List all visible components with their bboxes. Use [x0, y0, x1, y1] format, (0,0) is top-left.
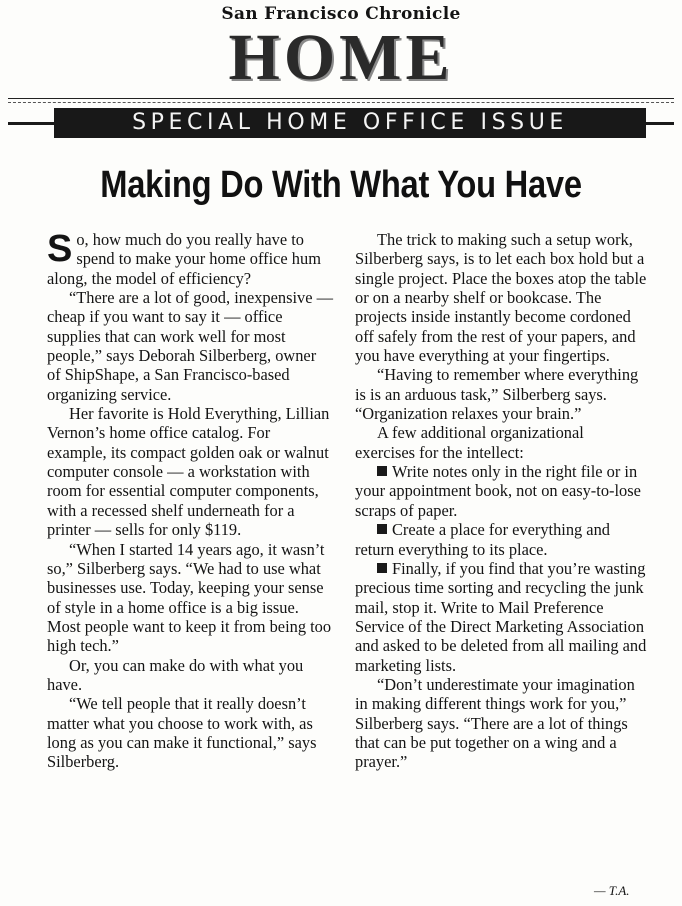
masthead-rule — [8, 98, 674, 99]
paragraph: Her favorite is Hold Everything, Lillian Vernon’s home office catalog. For example, its compact golden oak or walnut computer console — a workstation with room for essential computer components, with a recessed shelf underneath for a printer — sells for only $119. — [47, 404, 330, 540]
paragraph: So, how much do you really have to spend to make your home office hum along, the model of efficiency? — [47, 228, 321, 288]
paragraph: “Having to remember where everything is is an arduous task,” Silberberg says. “Organization relaxes your brain.” — [355, 365, 639, 424]
byline: — T.A. — [594, 883, 630, 898]
banner-text: SPECIAL HOME OFFICE ISSUE — [54, 108, 646, 138]
paragraph: “When I started 14 years ago, it wasn’t so,” Silberberg says. “We had to use what businesses use. Today, keeping your sense of style in a home office is a big issue. Most people want to keep it from being too high tech.” — [47, 539, 332, 656]
drop-cap: S — [47, 228, 73, 270]
bullet-item: Create a place for everything and return everything to its place. — [355, 520, 610, 559]
masthead-dashed-rule — [8, 102, 674, 103]
publication-name: San Francisco Chronicle — [221, 4, 461, 24]
paragraph: The trick to making such a setup work, Silberberg says, is to let each box hold but a single project. Place the boxes atop the table or on a nearby shelf or bookcase. The projects inside instantly become cordoned off safely from the rest of your papers, and you have everything at your fingertips. — [355, 230, 647, 366]
left-column — [47, 230, 333, 772]
paragraph: A few additional organizational exercises for the intellect: — [355, 423, 584, 462]
paragraph: Or, you can make do with what you have. — [47, 655, 304, 694]
square-bullet-icon — [377, 524, 387, 534]
bullet-item: Finally, if you find that you’re wasting precious time sorting and recycling the junk mail, stop it. Write to Mail Preference Service of the Direct Marketing Association and asked to be deleted from all mailing and marketing lists. — [355, 558, 647, 675]
paragraph: “Don’t underestimate your imagination in making different things work for you,” Silberberg says. “There are a lot of things that can be put together on a wing and a prayer.” — [355, 674, 635, 772]
paragraph: “We tell people that it really doesn’t matter what you choose to work with, as long as you can make it functional,” says Silberberg. — [47, 694, 317, 772]
paragraph: “There are a lot of good, inexpensive — cheap if you want to say it — office supplies that can work well for most people,” says Deborah Silberberg, owner of ShipShape, a San Francisco-based organizing service. — [47, 288, 333, 404]
right-column — [355, 230, 647, 772]
square-bullet-icon — [377, 466, 387, 476]
article-headline: Making Do With What You Have — [100, 164, 582, 206]
special-issue-banner — [8, 108, 674, 138]
bullet-item: Write notes only in the right file or in your appointment book, not on easy-to-lose scraps of paper. — [355, 462, 641, 520]
square-bullet-icon — [377, 563, 387, 573]
section-title: HOME — [228, 21, 454, 94]
